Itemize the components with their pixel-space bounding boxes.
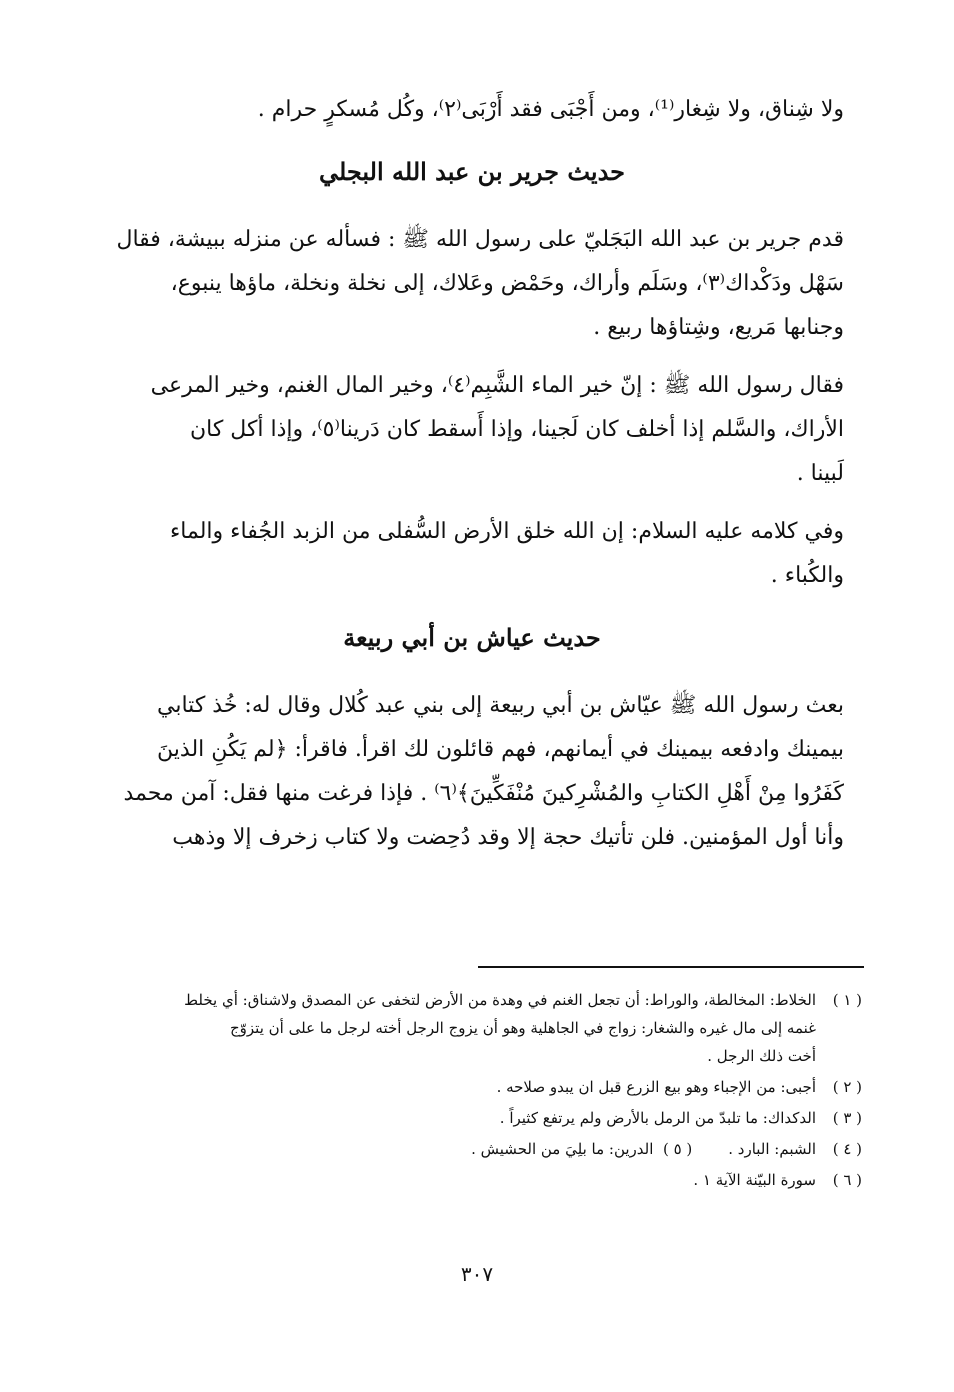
footnote-number: ( ٣ )	[832, 1109, 862, 1127]
paragraph-prophet-reply	[100, 364, 844, 496]
footnote-number: ( ٦ )	[832, 1171, 862, 1189]
text-line: كَفَرُوا مِنْ أَهْلِ الكتابِ والمُشْرِكينَ مُنْفَكِّينَ﴾⁽٦⁾ . فإذا فرغت منها فقل: آمن محمد	[123, 781, 844, 806]
footnote-number: ( ٤ )	[832, 1140, 862, 1158]
footnote-2	[100, 1073, 862, 1101]
footnote-4-5	[100, 1135, 862, 1163]
paragraph-creation	[100, 510, 844, 598]
text-line: ولا شِناق، ولا شِغار⁽¹⁾، ومن أَجْبَى فقد أَرْبَى⁽٢⁾، وكُل مُسكرٍ حرام .	[257, 97, 844, 122]
intro-paragraph	[100, 88, 844, 132]
footnote-text: الشبم: البارد .	[728, 1140, 816, 1158]
paragraph-jarir-visit	[100, 218, 844, 350]
footnote-text: أخت ذلك الرجل .	[707, 1047, 816, 1065]
footnote-text: الدكداك: ما تلبدّ من الرمل بالأرض ولم يرتفع كثيراً .	[499, 1109, 816, 1127]
text-line: سَهْل ودَكْداك⁽٣⁾، وسَلَم وأراك، وحَمْض وعَلاك، إلى نخلة ونخلة، ماؤها ينبوع،	[170, 271, 844, 296]
footnote-divider	[478, 966, 864, 968]
text-line: قدم جرير بن عبد الله البَجَليّ على رسول الله ﷺ : فسأله عن منزله ببيشة، فقال	[116, 227, 844, 252]
footnotes	[100, 986, 862, 1197]
paragraph-ayyash	[100, 684, 844, 860]
footnote-text: الخلاط: المخالطة، والوراط: أن تجعل الغنم في وهدة من الأرض لتخفى عن المصدق ولاشناق: أي يخلط	[184, 991, 816, 1009]
footnote-text: الدرين: ما بلِيَ من الحشيش .	[471, 1140, 654, 1158]
section-heading-ayyash: حديث عياش بن أبي ربيعة	[343, 623, 601, 652]
text-line: وفي كلامه عليه السلام: إن الله خلق الأرض السُّفلى من الزبد الجُفاء والماء	[169, 519, 844, 544]
footnote-text: سورة البيّنة الآية ١ .	[693, 1171, 816, 1189]
footnote-3	[100, 1104, 862, 1132]
text-line: بعث رسول الله ﷺ عيّاش بن أبي ربيعة إلى بني عبد كُلال وقال له: خُذ كتابي	[157, 693, 844, 718]
text-line: وجنابها مَريع، وشِتاؤها ربيع .	[593, 315, 844, 340]
page-number: ٣٠٧	[460, 1262, 494, 1286]
text-line: فقال رسول الله ﷺ : إنّ خير الماء الشَّبِم⁽٤⁾، وخير المال الغنم، وخير المرعى	[150, 373, 844, 398]
footnote-text: غنمه إلى مال غيره والشغار: زواج في الجاهلية وهو أن يزوج الرجل أخته لرجل ما على أن يتزوّج	[229, 1019, 816, 1037]
text-line: لَبينا .	[796, 461, 844, 486]
section-heading-jarir: حديث جرير بن عبد الله البجلي	[318, 157, 626, 186]
text-line: وأنا أول المؤمنين. فلن تأتيك حجة إلا وقد دُحِضت ولا كتاب زخرف إلا وذهب	[172, 825, 844, 850]
text-line: والكُباء .	[770, 563, 844, 588]
footnote-text: أجبى: من الإجباء وهو بيع الزرع قبل ان يبدو صلاحه .	[496, 1078, 816, 1096]
footnote-number: ( ١ )	[832, 991, 862, 1009]
footnote-1	[100, 986, 862, 1070]
footnote-number: ( ٢ )	[832, 1078, 862, 1096]
main-text	[100, 88, 844, 874]
text-line: الأراك، والسَّلم إذا أخلف كان لَجينا، وإذا أَسقط كان دَرينا⁽٥⁾، وإذا أكل كان	[189, 417, 844, 442]
footnote-6	[100, 1166, 862, 1194]
footnote-number: ( ٥ )	[662, 1140, 693, 1158]
text-line: بيمينك وادفعه بيمينك في أيمانهم، فهم قائلون لك اقرأ. فاقرأ: ﴿لم يَكُنِ الذينَ	[157, 737, 844, 762]
